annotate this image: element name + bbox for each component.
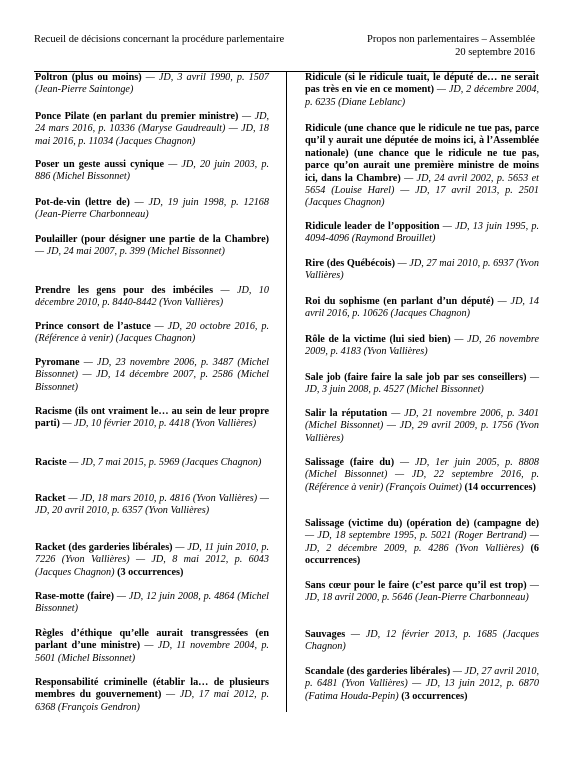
entry-reference: — JD, 3 juin 2008, p. 4527 (Michel Bissonnet)	[305, 372, 539, 396]
occurrence-count: (6 occurrences)	[305, 542, 539, 567]
glossary-entry	[35, 542, 269, 579]
entry-reference: — JD, 14 avril 2016, p. 10626 (Jacques Chagnon)	[305, 296, 539, 320]
entry-reference: — JD, 24 avril 2002, p. 5653 et 5654 (Louise Harel) — JD, 17 avril 2013, p. 2501 (Jacques Chagnon)	[305, 172, 539, 209]
glossary-entry	[35, 321, 269, 346]
glossary-entry	[35, 111, 269, 148]
glossary-entry	[305, 296, 539, 321]
occurrence-count: (3 occurrences)	[398, 690, 468, 702]
entry-reference: — JD, 20 juin 2003, p. 886 (Michel Bissonnet)	[35, 159, 270, 183]
entry-reference: — JD, 18 avril 2000, p. 5646 (Jean-Pierre Charbonneau)	[305, 580, 539, 604]
glossary-entry	[305, 580, 539, 605]
entry-reference: — JD, 10 février 2010, p. 4418 (Yvon Vallières)	[59, 418, 257, 430]
glossary-entry	[35, 677, 269, 714]
glossary-entry	[35, 197, 269, 222]
glossary-entry	[305, 518, 539, 568]
entry-reference: — JD, 18 mars 2010, p. 4816 (Yvon Vallières) — JD, 20 avril 2010, p. 6357 (Yvon Vallières)	[35, 493, 269, 517]
glossary-entry	[305, 408, 539, 445]
entry-reference: — JD, 3 avril 1990, p. 1507 (Jean-Pierre Saintonge)	[35, 72, 269, 96]
entry-term: Ridicule leader de l’opposition	[305, 221, 440, 232]
entry-reference: — JD, 7 mai 2015, p. 5969 (Jacques Chagnon)	[66, 457, 262, 468]
entry-term: Poulailler (pour désigner une partie de la Chambre)	[35, 234, 269, 245]
glossary-entry	[305, 258, 539, 283]
glossary-entry	[35, 493, 269, 518]
entry-term: Responsabilité criminelle (établir la… de plusieurs membres du gouvernement)	[35, 677, 269, 701]
occurrence-count: (3 occurrences)	[114, 566, 184, 578]
glossary-entry	[305, 123, 539, 210]
entry-term: Racket (des garderies libérales)	[35, 542, 173, 553]
glossary-entry	[305, 334, 539, 359]
entry-reference: — JD, 1er juin 2005, p. 8808 (Michel Bissonnet) — JD, 22 septembre 2016, p. (Référence à venir) (François Ouimet)	[305, 457, 539, 493]
entry-term: Rire (des Québécois)	[305, 258, 396, 269]
entry-term: Poser un geste aussi cynique	[35, 159, 165, 170]
entry-reference: — JD, 2 décembre 2004, p. 6235 (Diane Leblanc)	[305, 84, 539, 108]
section-title	[367, 33, 535, 59]
entry-term: Ridicule (si le ridicule tuait, le député de… ne serait pas très en vie en ce moment)	[305, 72, 539, 96]
entry-reference: — JD, 17 mai 2012, p. 6368 (François Gendron)	[35, 689, 270, 713]
glossary-entry	[305, 629, 539, 654]
glossary-entry	[305, 221, 539, 246]
collection-title: Recueil de décisions concernant la procédure parlementaire	[34, 34, 285, 45]
entry-term: Prince consort de l’astuce	[35, 321, 151, 332]
glossary-entry	[35, 628, 269, 665]
entry-term: Pyromane	[35, 357, 80, 368]
glossary-entry	[35, 159, 269, 184]
entry-reference: — JD, 27 avril 2010, p. 6481 (Yvon Vallières) — JD, 13 juin 2012, p. 6870 (Fatima Houda-Pepin)	[305, 666, 540, 702]
entry-reference: — JD, 13 juin 1995, p. 4094-4096 (Raymond Brouillet)	[305, 221, 539, 245]
entry-reference: — JD, 12 juin 2008, p. 4864 (Michel Bissonnet)	[35, 591, 269, 615]
glossary-entry	[35, 357, 269, 394]
entry-term: Ponce Pilate (en parlant du premier ministre)	[35, 111, 239, 122]
glossary-entry	[35, 591, 269, 616]
glossary-entry	[35, 72, 269, 97]
entry-term: Pot-de-vin (lettre de)	[35, 197, 130, 208]
entry-term: Rôle de la victime (lui sied bien)	[305, 334, 451, 345]
entry-term: Prendre les gens pour des imbéciles	[35, 285, 214, 296]
entry-reference: — JD, 27 mai 2010, p. 6937 (Yvon Vallières)	[305, 258, 539, 282]
entry-reference: — JD, 21 novembre 2006, p. 3401 (Michel Bissonnet) — JD, 29 avril 2009, p. 1756 (Yvon Vallières)	[305, 408, 539, 444]
entry-reference: — JD, 24 mars 2016, p. 10336 (Maryse Gaudreault) — JD, 18 mai 2016, p. 11034 (Jacques Chagnon)	[35, 111, 270, 147]
entry-term: Poltron (plus ou moins)	[35, 72, 142, 83]
column-divider	[286, 72, 287, 712]
glossary-entry	[35, 285, 269, 310]
entry-term: Règles d’éthique qu’elle aurait transgressées (en parlant d’une ministre)	[35, 628, 269, 652]
entry-reference: — JD, 20 octobre 2016, p. (Référence à venir) (Jacques Chagnon)	[35, 321, 269, 345]
entry-reference: — JD, 11 novembre 2004, p. 5601 (Michel Bissonnet)	[35, 640, 269, 664]
entry-reference: — JD, 10 décembre 2010, p. 8440-8442 (Yvon Vallières)	[35, 285, 269, 309]
glossary-entry	[305, 666, 539, 703]
glossary-entry	[305, 372, 539, 397]
entry-reference: — JD, 24 mai 2007, p. 399 (Michel Bissonnet)	[35, 246, 225, 258]
entry-term: Raciste	[35, 457, 67, 468]
entry-term: Sale job (faire faire la sale job par ses conseillers)	[305, 372, 527, 383]
entry-term: Sauvages	[305, 629, 346, 640]
glossary-entry	[305, 457, 539, 494]
entry-term: Racket	[35, 493, 66, 504]
entry-reference: — JD, 12 février 2013, p. 1685 (Jacques Chagnon)	[305, 629, 539, 653]
occurrence-count: (14 occurrences)	[461, 481, 536, 493]
entry-reference: — JD, 23 novembre 2006, p. 3487 (Michel Bissonnet) — JD, 14 décembre 2007, p. 2586 (Michel Bissonnet)	[35, 357, 269, 393]
section-name: Propos non parlementaires – Assemblée	[367, 34, 535, 45]
entry-term: Salir la réputation	[305, 408, 388, 419]
entry-term: Salissage (victime du) (opération de) (campagne de)	[305, 518, 539, 529]
glossary-entry	[35, 406, 269, 431]
entry-reference: — JD, 11 juin 2010, p. 7226 (Yvon Vallières) — JD, 8 mai 2012, p. 6043 (Jacques Chagnon)	[35, 542, 269, 578]
entry-reference: — JD, 18 septembre 1995, p. 5021 (Roger Bertrand) — JD, 2 décembre 2009, p. 4286 (Yvon Vallières)	[305, 530, 539, 554]
entry-reference: — JD, 19 juin 1998, p. 12168 (Jean-Pierre Charbonneau)	[35, 197, 269, 221]
entry-term: Scandale (des garderies libérales)	[305, 666, 451, 677]
entry-term: Sans cœur pour le faire (c’est parce qu’il est trop)	[305, 580, 527, 591]
entry-term: Salissage (faire du)	[305, 457, 395, 468]
glossary-entry	[35, 234, 269, 259]
glossary-entry	[35, 457, 269, 469]
entry-term: Roi du sophisme (en parlant d’un député)	[305, 296, 494, 307]
section-date: 20 septembre 2016	[455, 47, 535, 58]
entry-term: Rase-motte (faire)	[35, 591, 115, 602]
glossary-entry	[305, 72, 539, 109]
page-header	[34, 33, 535, 72]
entry-reference: — JD, 26 novembre 2009, p. 4183 (Yvon Vallières)	[305, 334, 539, 358]
entry-term: Ridicule (une chance que le ridicule ne tue pas, parce qu’il y aurait une députée de moins ici, à l’Assemblée nationale) (une chance que le ridicule ne tue pas, parce qu’on aurait une première ministre de moins ici, dans la Chambre)	[305, 123, 539, 184]
entry-term: Racisme (ils ont vraiment le… au sein de leur propre parti)	[35, 406, 269, 430]
